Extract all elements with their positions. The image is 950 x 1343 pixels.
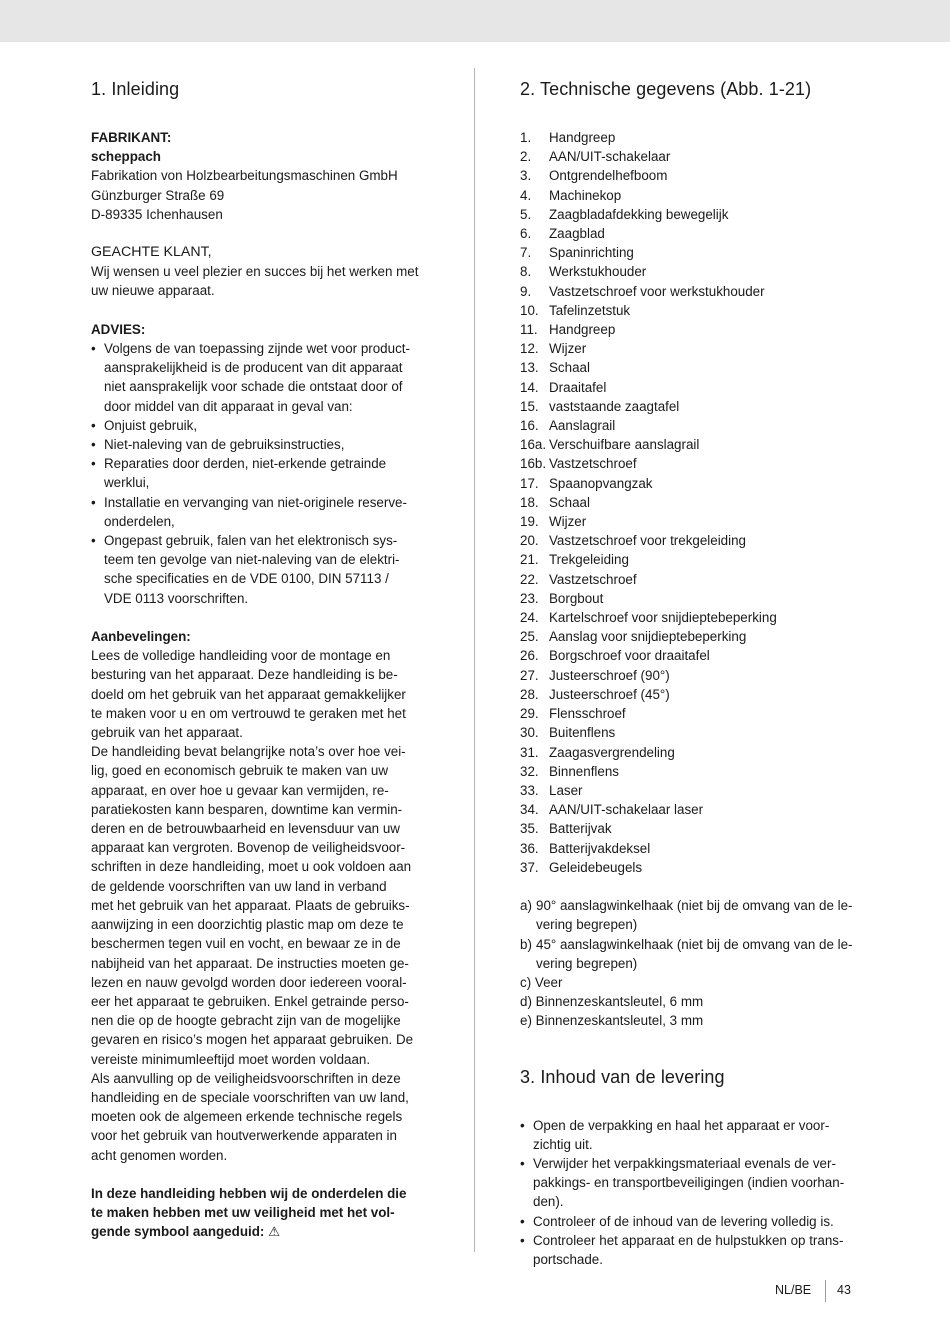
manufacturer-block xyxy=(91,128,436,224)
footer-separator xyxy=(825,1280,826,1302)
part-item xyxy=(520,358,865,377)
part-name: Zaagasvergrendeling xyxy=(549,744,675,760)
part-item xyxy=(520,819,865,838)
recommendation-line: vereiste minimumleeftijd moet worden voldaan. xyxy=(91,1051,371,1067)
top-band xyxy=(0,0,950,42)
manufacturer-line: Fabrikation von Holzbearbeitungsmaschinen GmbH xyxy=(91,168,398,184)
manufacturer-line: D-89335 Ichenhausen xyxy=(91,206,223,222)
part-name: Aanslagrail xyxy=(549,418,616,434)
part-number: 23. xyxy=(520,590,539,606)
advice-line: • Volgens de van toepassing zijnde wet voor product- xyxy=(104,341,410,357)
part-item xyxy=(520,378,865,397)
part-number: 29. xyxy=(520,706,539,722)
part-item xyxy=(520,128,865,147)
parts-list xyxy=(520,128,865,877)
part-item xyxy=(520,531,865,550)
recommendation-line: gebruik van het apparaat. xyxy=(91,725,243,741)
part-name: Trekgeleiding xyxy=(549,552,629,568)
part-name: Kartelschroef voor snijdieptebeperking xyxy=(549,610,777,626)
part-item xyxy=(520,743,865,762)
part-item xyxy=(520,723,865,742)
part-item xyxy=(520,762,865,781)
recommendation-line: lig, goed en economisch gebruik te maken van uw xyxy=(91,763,389,779)
part-name: Borgschroef voor draaitafel xyxy=(549,648,710,664)
advice-item xyxy=(91,416,436,435)
part-number: 32. xyxy=(520,763,539,779)
part-number: 30. xyxy=(520,725,539,741)
part-item xyxy=(520,570,865,589)
accessory-marker: b) xyxy=(520,936,532,952)
part-item xyxy=(520,320,865,339)
safety-line: gende symbool aangeduid: ⚠ xyxy=(91,1224,281,1240)
part-number: 15. xyxy=(520,398,539,414)
advice-item xyxy=(91,339,436,416)
part-number: 18. xyxy=(520,494,539,510)
part-number: 12. xyxy=(520,341,539,357)
part-number: 6. xyxy=(520,226,532,242)
advice-item xyxy=(91,435,436,454)
part-number: 4. xyxy=(520,187,532,203)
manufacturer-name: scheppach xyxy=(91,149,161,165)
accessory-marker: d) xyxy=(520,994,532,1010)
accessory-marker: e) xyxy=(520,1013,532,1029)
advice-item xyxy=(91,493,436,531)
advice-line: • Niet-naleving van de gebruiksinstructies, xyxy=(104,437,345,453)
part-name: AAN/UIT-schakelaar xyxy=(549,149,671,165)
delivery-line: • Controleer het apparaat en de hulpstukken op trans- xyxy=(533,1232,844,1248)
delivery-list xyxy=(520,1116,865,1270)
part-number: 26. xyxy=(520,648,539,664)
part-name: Justeerschroef (90°) xyxy=(549,667,670,683)
part-name: Machinekop xyxy=(549,187,622,203)
accessory-line: vering begrepen) xyxy=(536,917,638,933)
recommendation-line: moeten ook de algemeen erkende technische regels xyxy=(91,1109,403,1125)
part-number: 3. xyxy=(520,168,532,184)
accessory-item xyxy=(520,896,865,934)
part-name: Aanslag voor snijdieptebeperking xyxy=(549,629,747,645)
part-name: Batterijvakdeksel xyxy=(549,840,651,856)
part-name: vaststaande zaagtafel xyxy=(549,398,680,414)
advice-list xyxy=(91,339,436,608)
language-code: NL/BE xyxy=(775,1283,812,1297)
delivery-line: • Open de verpakking en haal het apparaat er voor- xyxy=(533,1117,830,1133)
advice-line: VDE 0113 voorschriften. xyxy=(104,590,249,606)
recommendation-line: De handleiding bevat belangrijke nota’s over hoe vei- xyxy=(91,744,406,760)
recommendation-line: nen die op de hoogte gebracht zijn van de mogelijke xyxy=(91,1013,401,1029)
part-number: 36. xyxy=(520,840,539,856)
part-number: 14. xyxy=(520,379,539,395)
part-name: Handgreep xyxy=(549,322,616,338)
accessory-line: Binnenzeskantsleutel, 6 mm xyxy=(535,994,704,1010)
accessory-marker: a) xyxy=(520,898,532,914)
part-name: Vastzetschroef voor trekgeleiding xyxy=(549,533,746,549)
part-number: 21. xyxy=(520,552,539,568)
part-name: Draaitafel xyxy=(549,379,607,395)
part-item xyxy=(520,166,865,185)
column-divider xyxy=(474,68,475,1252)
part-number: 2. xyxy=(520,149,532,165)
customer-line: uw nieuwe apparaat. xyxy=(91,283,215,299)
delivery-item xyxy=(520,1212,865,1231)
part-name: Vastzetschroef xyxy=(549,456,637,472)
part-number: 10. xyxy=(520,302,539,318)
manufacturer-line: Günzburger Straße 69 xyxy=(91,187,225,203)
accessory-line: 90° aanslagwinkelhaak (niet bij de omvang van de le- xyxy=(536,898,853,914)
part-number: 17. xyxy=(520,475,539,491)
recommendation-line: met het gebruik van het apparaat. Plaats de gebruiks- xyxy=(91,897,410,913)
part-name: Borgbout xyxy=(549,590,604,606)
recommendation-line: paratiekosten kann besparen, downtime kan vermin- xyxy=(91,801,403,817)
manufacturer-label: FABRIKANT: xyxy=(91,130,172,145)
part-name: Verschuifbare aanslagrail xyxy=(549,437,700,453)
part-item xyxy=(520,282,865,301)
recommendation-line: besturing van het apparaat. Deze handleiding is be- xyxy=(91,667,398,683)
part-item xyxy=(520,589,865,608)
safety-note xyxy=(91,1184,436,1242)
part-name: Laser xyxy=(549,782,583,798)
part-item xyxy=(520,704,865,723)
part-item xyxy=(520,685,865,704)
part-number: 1. xyxy=(520,130,532,145)
part-name: Spaanopvangzak xyxy=(549,475,653,491)
delivery-item xyxy=(520,1231,865,1269)
page-footer xyxy=(0,1283,950,1303)
recommendation-line: gevaren en risico’s mogen het apparaat gebruiken. De xyxy=(91,1032,414,1048)
recommendation-line: nabijheid van het apparaat. De instructies moeten ge- xyxy=(91,955,409,971)
advice-line: • Onjuist gebruik, xyxy=(104,417,198,433)
part-number: 16b. xyxy=(520,456,547,472)
safety-line: te maken hebben met uw veiligheid met het vol- xyxy=(91,1205,395,1221)
part-item xyxy=(520,646,865,665)
part-number: 22. xyxy=(520,571,539,587)
part-number: 27. xyxy=(520,667,539,683)
advice-line: • Ongepast gebruik, falen van het elektronisch sys- xyxy=(104,533,398,549)
part-item xyxy=(520,397,865,416)
part-name: Zaagblad xyxy=(549,226,605,242)
recommendation-line: voor het gebruik van houtverwerkende apparaten in xyxy=(91,1128,397,1144)
part-name: Handgreep xyxy=(549,130,616,145)
part-name: AAN/UIT-schakelaar laser xyxy=(549,802,704,818)
part-number: 28. xyxy=(520,686,539,702)
part-item xyxy=(520,858,865,877)
recommendation-line: doeld om het gebruik van het apparaat gemakkelijker xyxy=(91,686,406,702)
recommendation-line: aanwijzing in een doorzichtig plastic map om deze te xyxy=(91,917,404,933)
accessory-item xyxy=(520,992,865,1011)
part-number: 25. xyxy=(520,629,539,645)
accessory-line: Binnenzeskantsleutel, 3 mm xyxy=(535,1013,704,1029)
part-item xyxy=(520,550,865,569)
advice-line: onderdelen, xyxy=(104,513,175,529)
advice-line: door middel van dit apparaat in geval van: xyxy=(104,398,353,414)
part-item xyxy=(520,474,865,493)
intro-column xyxy=(91,78,436,1242)
part-item xyxy=(520,839,865,858)
recommendation-line: de geldende voorschriften van uw land in verband xyxy=(91,878,387,894)
delivery-line: den). xyxy=(533,1194,564,1210)
part-name: Batterijvak xyxy=(549,821,612,837)
customer-line: Wij wensen u veel plezier en succes bij het werken met xyxy=(91,264,419,280)
accessory-item xyxy=(520,935,865,973)
advice-line: teem ten gevolge van niet-naleving van de elektri- xyxy=(104,552,400,568)
part-number: 9. xyxy=(520,283,532,299)
recommendation-line: schriften in deze handleiding, moet u ook voldoen aan xyxy=(91,859,412,875)
recommendation-line: apparaat kan vergroten. Bovenop de veiligheidsvoor- xyxy=(91,840,406,856)
intro-title: 1. Inleiding xyxy=(91,79,180,99)
accessory-line: vering begrepen) xyxy=(536,955,638,971)
part-name: Geleidebeugels xyxy=(549,859,643,875)
delivery-line: pakkings- en transportbeveiligingen (indien voorhan- xyxy=(533,1175,845,1191)
delivery-item xyxy=(520,1154,865,1212)
accessory-line: 45° aanslagwinkelhaak (niet bij de omvang van de le- xyxy=(536,936,853,952)
recommendation-line: eer het apparaat te gebruiken. Enkel getrainde perso- xyxy=(91,993,409,1009)
part-number: 35. xyxy=(520,821,539,837)
delivery-title: 3. Inhoud van de levering xyxy=(520,1066,725,1087)
recommendation-line: te maken voor u en om vertrouwd te geraken met het xyxy=(91,705,406,721)
part-name: Schaal xyxy=(549,494,590,510)
part-name: Binnenflens xyxy=(549,763,619,779)
recommendation-line: acht genomen worden. xyxy=(91,1147,228,1163)
part-item xyxy=(520,339,865,358)
part-name: Tafelinzetstuk xyxy=(549,302,631,318)
part-name: Wijzer xyxy=(549,341,587,357)
part-number: 19. xyxy=(520,514,539,530)
part-item xyxy=(520,781,865,800)
part-item xyxy=(520,800,865,819)
part-item xyxy=(520,512,865,531)
part-number: 7. xyxy=(520,245,532,261)
advice-item xyxy=(91,454,436,492)
part-item xyxy=(520,301,865,320)
part-item xyxy=(520,147,865,166)
part-item xyxy=(520,416,865,435)
advice-line: • Installatie en vervanging van niet-originele reserve- xyxy=(104,494,407,510)
advice-line: werklui, xyxy=(104,475,150,491)
recommendation-line: Als aanvulling op de veiligheidsvoorschriften in deze xyxy=(91,1070,401,1086)
part-number: 11. xyxy=(520,322,538,338)
part-name: Zaagbladafdekking bewegelijk xyxy=(549,206,729,222)
part-name: Buitenflens xyxy=(549,725,616,741)
part-number: 33. xyxy=(520,782,539,798)
recommendations-text xyxy=(91,646,436,1164)
accessories-list xyxy=(520,896,865,1030)
part-item xyxy=(520,627,865,646)
advice-line: niet aansprakelijk voor schade die ontstaat door of xyxy=(104,379,403,395)
delivery-line: • Controleer of de inhoud van de levering volledig is. xyxy=(533,1213,834,1229)
advice-line: sche specificaties en de VDE 0100, DIN 57113 / xyxy=(104,571,389,587)
part-item xyxy=(520,186,865,205)
part-number: 24. xyxy=(520,610,539,626)
recommendation-line: deren en de betrouwbaarheid en levensduur van uw xyxy=(91,821,400,837)
part-number: 16a. xyxy=(520,437,547,453)
part-name: Werkstukhouder xyxy=(549,264,647,280)
part-item xyxy=(520,666,865,685)
advice-heading: ADVIES: xyxy=(91,321,146,337)
part-item xyxy=(520,493,865,512)
part-item xyxy=(520,243,865,262)
part-number: 37. xyxy=(520,859,539,875)
recommendations-heading: Aanbevelingen: xyxy=(91,629,191,645)
delivery-item xyxy=(520,1116,865,1154)
recommendation-line: Lees de volledige handleiding voor de montage en xyxy=(91,648,391,664)
part-name: Flensschroef xyxy=(549,706,626,722)
part-number: 5. xyxy=(520,206,532,222)
part-number: 13. xyxy=(520,360,539,376)
part-number: 31. xyxy=(520,744,539,760)
part-item xyxy=(520,205,865,224)
recommendation-line: beschermen tegen vuil en vocht, en bewaar ze in de xyxy=(91,936,401,952)
delivery-line: • Verwijder het verpakkingsmateriaal evenals de ver- xyxy=(533,1155,836,1171)
delivery-line: portschade. xyxy=(533,1251,603,1267)
part-item xyxy=(520,608,865,627)
part-number: 20. xyxy=(520,533,539,549)
safety-line: In deze handleiding hebben wij de onderdelen die xyxy=(91,1185,407,1201)
delivery-line: zichtig uit. xyxy=(533,1136,593,1152)
part-item xyxy=(520,454,865,473)
part-item xyxy=(520,224,865,243)
part-name: Spaninrichting xyxy=(549,245,634,261)
part-name: Schaal xyxy=(549,360,590,376)
recommendation-line: handleiding en de speciale voorschriften van uw land, xyxy=(91,1089,409,1105)
part-name: Justeerschroef (45°) xyxy=(549,686,670,702)
accessory-item xyxy=(520,973,865,992)
advice-line: aansprakelijkheid is de producent van dit apparaat xyxy=(104,360,403,376)
part-number: 34. xyxy=(520,802,539,818)
accessory-item xyxy=(520,1011,865,1030)
advice-line: • Reparaties door derden, niet-erkende getrainde xyxy=(104,456,387,472)
part-name: Vastzetschroef xyxy=(549,571,637,587)
part-number: 8. xyxy=(520,264,532,280)
accessory-marker: c) xyxy=(520,974,532,990)
part-name: Ontgrendelhefboom xyxy=(549,168,668,184)
part-item xyxy=(520,262,865,281)
recommendation-line: lezen en nauw gevolgd worden door iedereen vooral- xyxy=(91,974,407,990)
part-item xyxy=(520,435,865,454)
recommendation-line: apparaat, en over hoe u gevaar kan vermijden, re- xyxy=(91,782,389,798)
accessory-line: Veer xyxy=(534,974,563,990)
part-number: 16. xyxy=(520,418,539,434)
tech-column xyxy=(520,78,865,1269)
page-number: 43 xyxy=(837,1283,851,1297)
part-name: Vastzetschroef voor werkstukhouder xyxy=(549,283,765,299)
tech-title: 2. Technische gegevens (Abb. 1-21) xyxy=(520,79,812,99)
customer-heading: GEACHTE KLANT, xyxy=(91,244,212,261)
part-name: Wijzer xyxy=(549,514,587,530)
advice-item xyxy=(91,531,436,608)
